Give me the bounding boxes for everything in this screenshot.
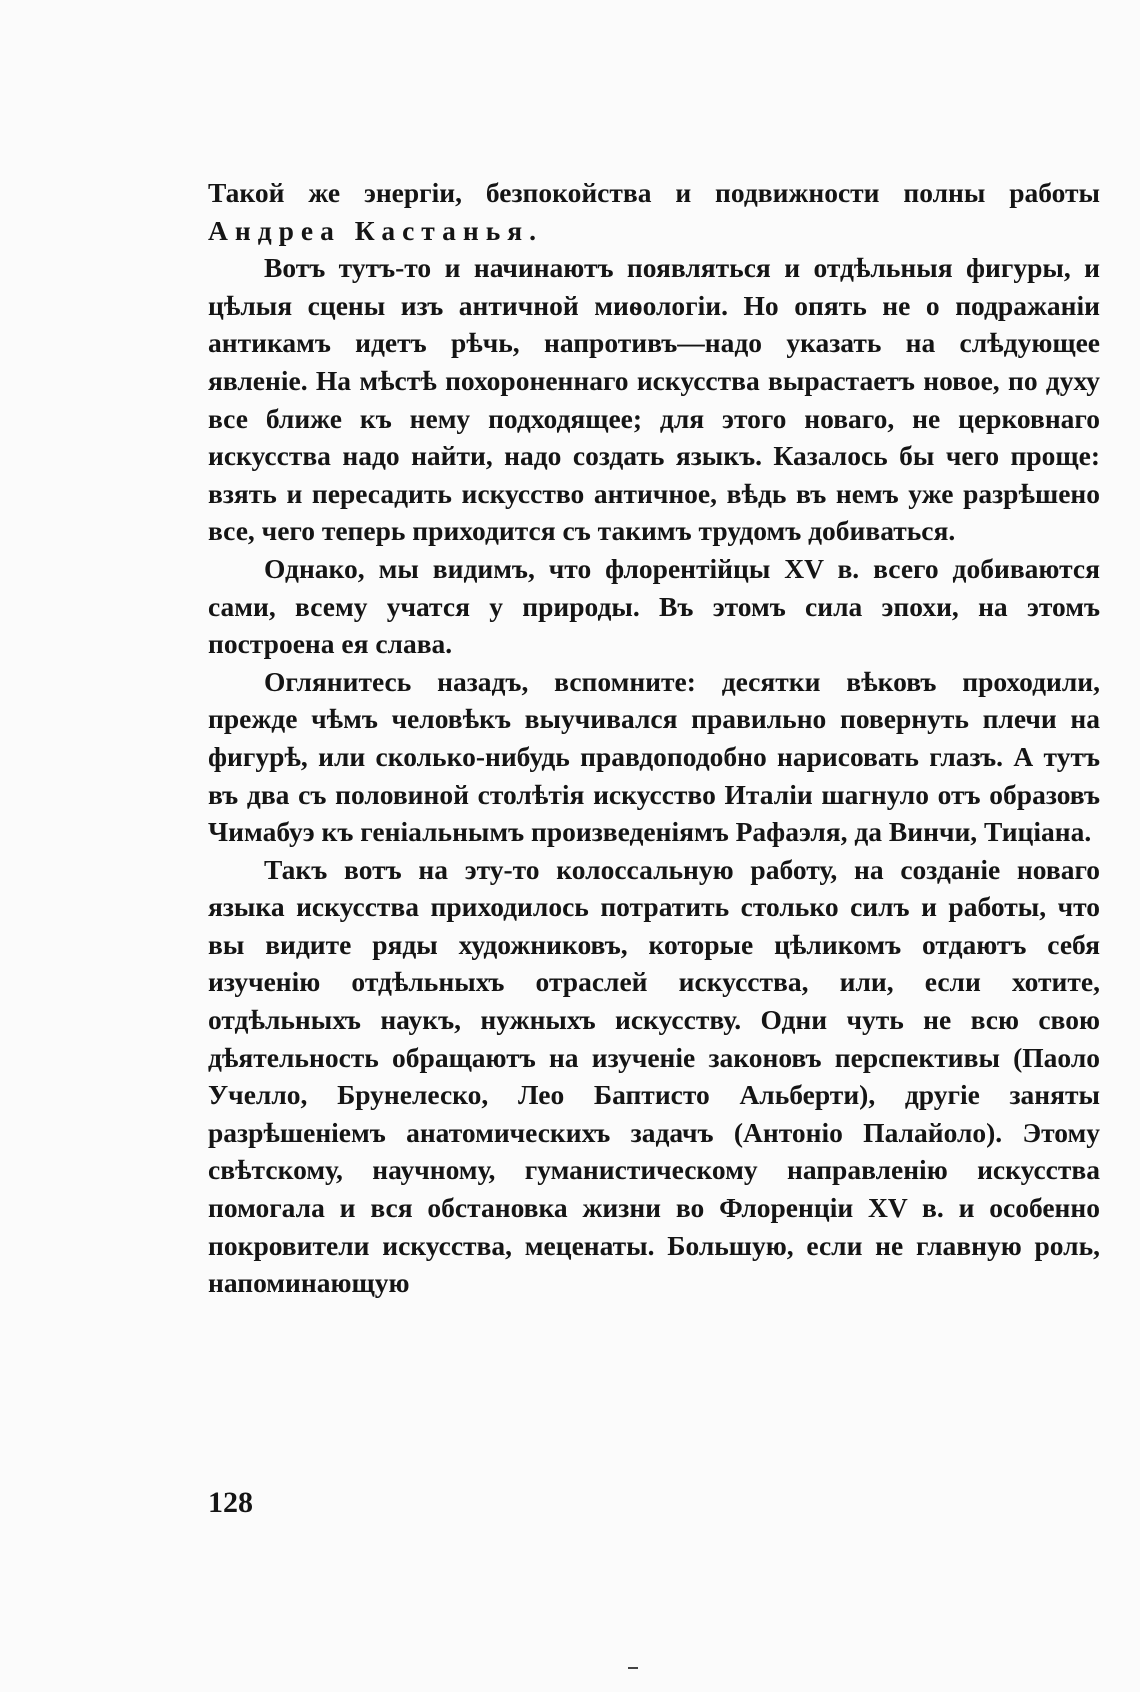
paragraph-1-text: Такой же энергіи, безпокойства и подвижности полны работы	[208, 177, 1100, 208]
paragraph-1	[208, 174, 1100, 249]
paragraph-2: Вотъ тутъ-то и начинаютъ появляться и отдѣльныя фигуры, и цѣлыя сцены изъ античной миѳологіи. Но опять не о подражаніи антикамъ идетъ рѣчь, напротивъ—надо указать на слѣдующее явленіе. На мѣстѣ похороненнаго искусства вырастаетъ новое, по духу все ближе къ нему подходящее; для этого новаго, не церковнаго искусства надо найти, надо создать языкъ. Казалось бы чего проще: взять и пересадить искусство античное, вѣдь въ немъ уже разрѣшено все, чего теперь приходится съ такимъ трудомъ добиваться.	[208, 252, 1100, 547]
paragraph-4: Оглянитесь назадъ, вспомните: десятки вѣковъ проходили, прежде чѣмъ человѣкъ выучивался правильно повернуть плечи на фигурѣ, или сколько-нибудь правдоподобно нарисовать глазъ. А тутъ въ два съ половиной столѣтія искусство Италіи шагнуло отъ образовъ Чимабуэ къ геніальнымъ произведеніямъ Рафаэля, да Винчи, Тиціана.	[208, 665, 1100, 848]
body-text	[208, 174, 1100, 1302]
footer-mark	[628, 1667, 638, 1669]
page-number: 128	[208, 1486, 253, 1519]
paragraph-3: Однако, мы видимъ, что флорентійцы XV в. всего добиваются сами, всему учатся у природы. Въ этомъ сила эпохи, на этомъ построена ея слава.	[208, 552, 1100, 660]
artist-name-spaced: Андреа Кастанья.	[208, 214, 544, 246]
paragraph-5: Такъ вотъ на эту-то колоссальную работу, на созданіе новаго языка искусства приходилось потратить столько силъ и работы, что вы видите ряды художниковъ, которые цѣликомъ отдаютъ себя изученію отдѣльныхъ отраслей искусства, или, если хотите, отдѣльныхъ наукъ, нужныхъ искусству. Одни чуть не всю свою дѣятельность обращаютъ на изученіе законовъ перспективы (Паоло Учелло, Брунелеско, Лео Баптисто Альберти), другіе заняты разрѣшеніемъ анатомическихъ задачъ (Антоніо Палайоло). Этому свѣтскому, научному, гуманистическому направленію искусства помогала и вся обстановка жизни во Флоренціи XV в. и особенно покровители искусства, меценаты. Большую, если не главную роль, напоминающую	[208, 853, 1100, 1299]
